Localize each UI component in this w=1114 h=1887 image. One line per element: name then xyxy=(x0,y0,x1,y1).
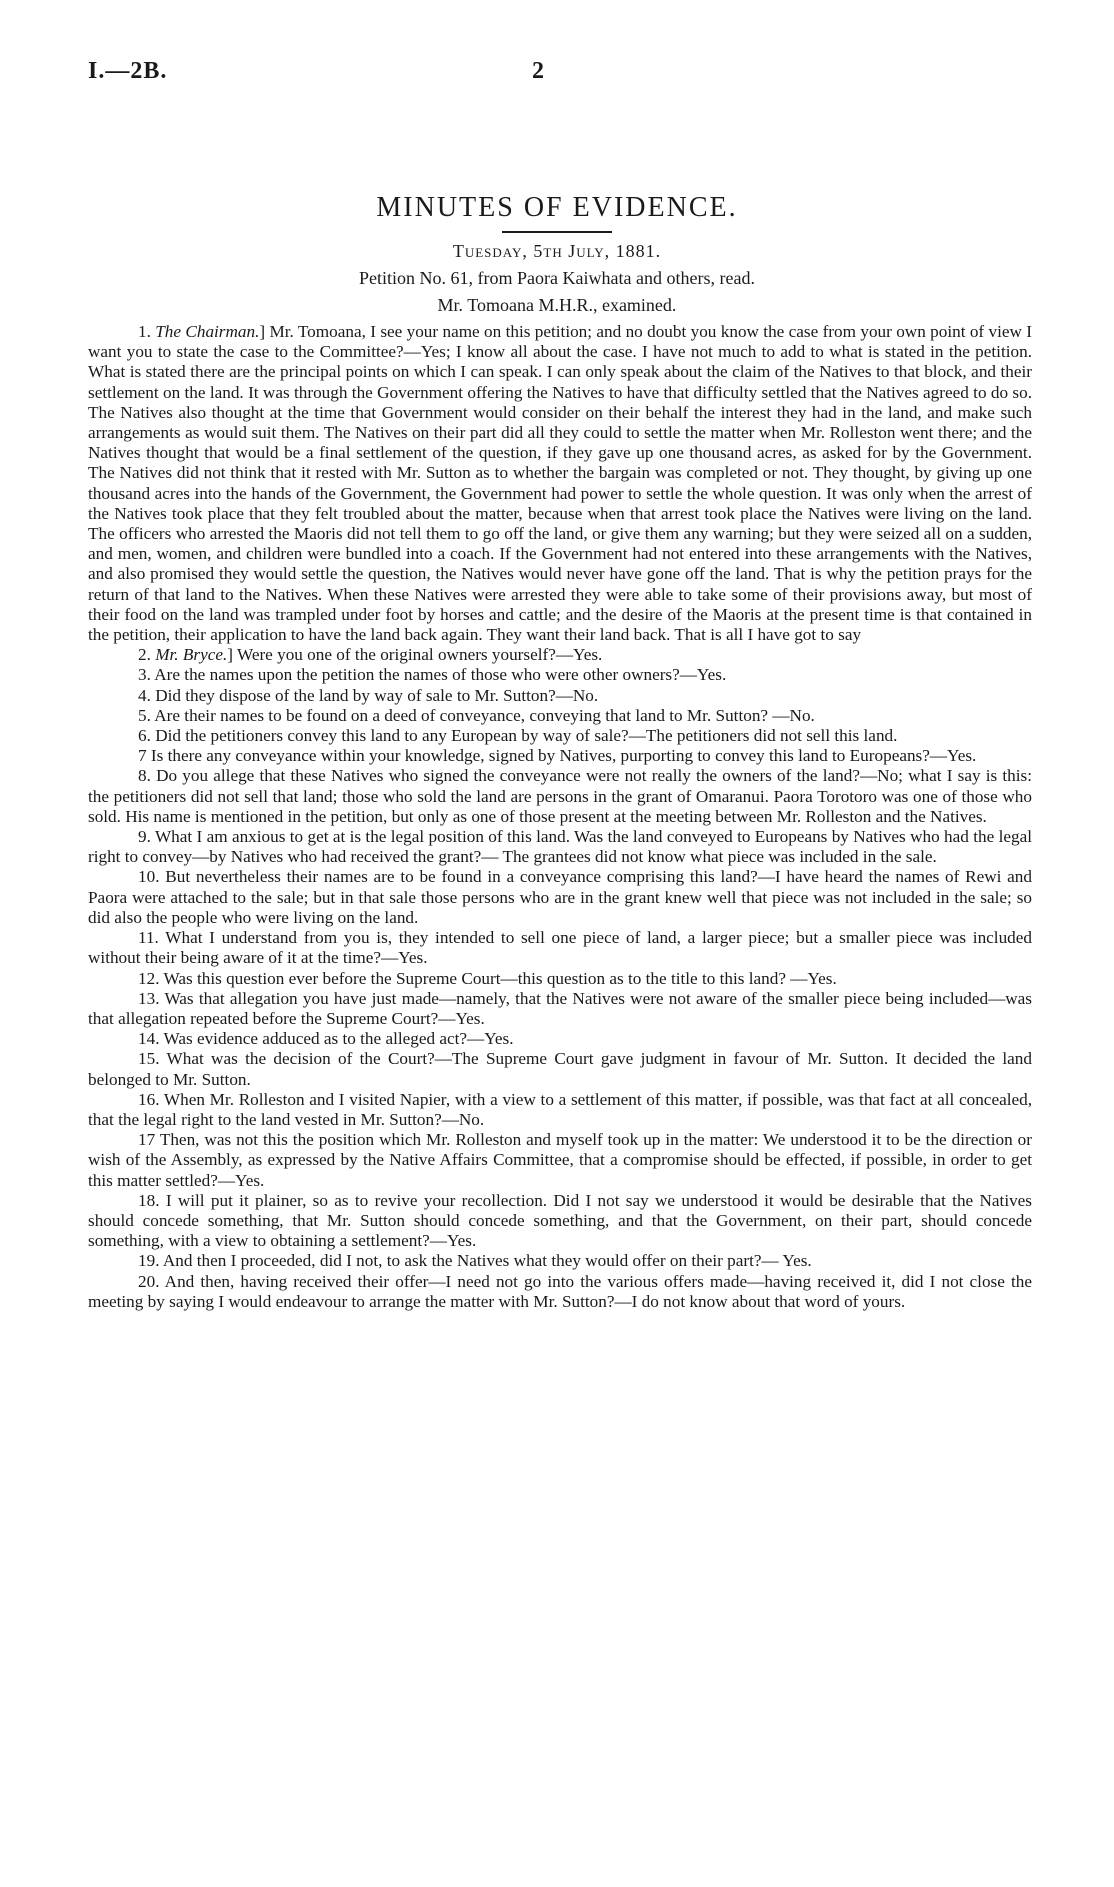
question-text: What I am anxious to get at is the legal position of this land. Was the land conveyed to Europeans by Natives who had the legal right to convey—by Natives who had received the grant?— The grantees did not know what piece was included in the sale. xyxy=(88,827,1032,867)
question-text: Was this question ever before the Supreme Court—this question as to the title to this land? —Yes. xyxy=(163,968,837,988)
evidence-paragraph xyxy=(88,969,1032,989)
question-number: 9. xyxy=(138,827,151,847)
question-text: Then, was not this the position which Mr. Rolleston and myself took up in the matter: We understood it to be the direction or wish of the Assembly, as expressed by the Native Affairs Committee, that a compromise should be effected, if possible, in order to get this matter settled?—Yes. xyxy=(88,1130,1032,1190)
witness-line: Mr. Tomoana M.H.R., examined. xyxy=(437,295,677,315)
evidence-paragraph: 2. Mr. Bryce.] Were you one of the original owners yourself?—Yes. xyxy=(138,645,603,665)
question-number: 17 xyxy=(138,1130,156,1150)
question-number: 12. xyxy=(138,968,160,988)
evidence-paragraph xyxy=(88,1272,1032,1312)
question-number: 7 xyxy=(138,746,147,766)
evidence-paragraph xyxy=(88,989,1032,1029)
question-number: 8. xyxy=(138,766,151,786)
evidence-paragraph xyxy=(88,1251,1032,1271)
question-text: Are their names to be found on a deed of conveyance, conveying that land to Mr. Sutton? —No. xyxy=(154,705,815,725)
question-number: 5. xyxy=(138,705,151,725)
evidence-paragraph xyxy=(88,1191,1032,1252)
question-number: 14. xyxy=(138,1029,160,1049)
question-text: Did the petitioners convey this land to any European by way of sale?—The petitioners did not sell this land. xyxy=(155,726,898,746)
question-text: Are the names upon the petition the names of those who were other owners?—Yes. xyxy=(154,665,727,685)
question-number: 16. xyxy=(138,1089,160,1109)
evidence-paragraph xyxy=(88,746,1032,766)
question-text: Was that allegation you have just made—namely, that the Natives were not aware of the smaller piece being included—was that allegation repeated before the Supreme Court?—Yes. xyxy=(88,988,1032,1028)
question-number: 15. xyxy=(138,1049,160,1069)
question-text: Did they dispose of the land by way of sale to Mr. Sutton?—No. xyxy=(155,685,599,705)
evidence-paragraph: 1. The Chairman.] Mr. Tomoana, I see your name on this petition; and no doubt you know the case from your own point of view I want you to state the case to the Committee?—Yes; I know all about the case. I have not much to add to what is stated in the petition. What is stated there are the principal points on which I can speak. I can only speak about the claim of the Natives to that block, and their settlement on the land. It was through the Government offering the Natives to have that difficulty settled that the Natives agreed to do so. The Natives also thought at the time that Government would consider on their behalf the interest they had in the land, and make such arrangements as would suit them. The Natives on their part did all they could to settle the matter when Mr. Rolleston went there; and the Natives thought that would be a final settlement of the question, if they gave up one thousand acres, as asked for by the Government. The Natives did not think that it rested with Mr. Sutton as to whether the bargain was completed or not. They thought, by giving up one thousand acres into the hands of the Government, the Government had power to settle the whole question. It was only when the arrest of the Natives took place that they felt troubled about the matter, because when that arrest took place the Natives were living on the land. The officers who arrested the Maoris did not tell them to go off the land, or give them any warning; but they were seized all on a sudden, and men, women, and children were bundled into a coach. If the Government had not entered into these arrangements with the Natives, and also promised they would settle the question, the Natives would never have gone off the land. That is why the petition prays for the return of that land to the Natives. When these Natives were arrested they were able to take some of their provisions away, but most of their food on the land was trampled under foot by horses and cattle; and the desire of the Maoris at the present time is that contained in the petition, their application to have the land back again. They want their land back. That is all I have got to say xyxy=(88,322,1032,645)
question-number: 6. xyxy=(138,726,151,746)
question-number: 1. xyxy=(138,322,151,341)
question-text: Was evidence adduced as to the alleged act?—Yes. xyxy=(163,1029,514,1049)
evidence-body xyxy=(88,322,1032,1312)
question-text: When Mr. Rolleston and I visited Napier, with a view to a settlement of this matter, if possible, was that fact at all concealed, that the legal right to the land vested in Mr. Sutton?—No. xyxy=(88,1089,1032,1129)
page-number: 2 xyxy=(532,58,544,84)
evidence-paragraph xyxy=(88,1029,1032,1049)
question-number: 18. xyxy=(138,1190,160,1210)
petition-line: Petition No. 61, from Paora Kaiwhata and others, read. xyxy=(359,268,755,288)
evidence-paragraph xyxy=(88,867,1032,928)
question-number: 3. xyxy=(138,665,151,685)
question-text: Were you one of the original owners yourself?—Yes. xyxy=(236,645,603,665)
evidence-paragraph xyxy=(88,1130,1032,1191)
question-text: Is there any conveyance within your knowledge, signed by Natives, purporting to convey this land to Europeans?—Yes. xyxy=(150,746,977,766)
evidence-paragraph xyxy=(88,1090,1032,1130)
speaker-name: Mr. Bryce. xyxy=(155,645,228,665)
question-number: 20. xyxy=(138,1271,160,1291)
speaker-name: The Chairman. xyxy=(155,322,260,341)
question-text: And then I proceeded, did I not, to ask the Natives what they would offer on their part?— Yes. xyxy=(162,1251,812,1271)
evidence-paragraph xyxy=(88,686,1032,706)
question-text: Mr. Tomoana, I see your name on this petition; and no doubt you know the case from your own point of view I want you to state the case to the Committee?—Yes; I know all about the case. I have not much to add to what is stated in the petition. What is stated there are the principal points on which I can speak. I can only speak about the claim of the Natives to that block, and their settlement on the land. It was through the Government offering the Natives to have that difficulty settled that the Natives agreed to do so. The Natives also thought at the time that Government would consider on their behalf the interest they had in the land, and make such arrangements as would suit them. The Natives on their part did all they could to settle the matter when Mr. Rolleston went there; and the Natives thought that would be a final settlement of the question, if they gave up one thousand acres, as asked for by the Government. The Natives did not think that it rested with Mr. Sutton as to whether the bargain was completed or not. They thought, by giving up one thousand acres into the hands of the Government, the Government had power to settle the whole question. It was only when the arrest of the Natives took place that they felt troubled about the matter, because when that arrest took place the Natives were living on the land. The officers who arrested the Maoris did not tell them to go off the land, or give them any warning; but they were seized all on a sudden, and men, women, and children were bundled into a coach. If the Government had not entered into these arrangements with the Natives, and also promised they would settle the question, the Natives would never have gone off the land. That is why the petition prays for the return of that land to the Natives. When these Natives were arrested they were able to take some of their provisions away, but most of their food on the land was trampled under foot by horses and cattle; and the desire of the Maoris at the present time is that contained in the petition, their application to have the land back again. They want their land back. That is all I have got to say xyxy=(88,322,1032,645)
evidence-paragraph xyxy=(88,1049,1032,1089)
evidence-paragraph xyxy=(88,665,1032,685)
question-number: 4. xyxy=(138,685,151,705)
question-text: What I understand from you is, they intended to sell one piece of land, a larger piece; but a smaller piece was included without their being aware of it at the time?—Yes. xyxy=(88,928,1032,968)
document-reference: I.—2B. xyxy=(88,58,168,84)
question-number: 2. xyxy=(138,645,151,665)
question-text: I will put it plainer, so as to revive your recollection. Did I not say we understood it would be desirable that the Natives should concede something, that Mr. Sutton should concede something, and that the Government, on their part, should concede something, with a view to obtaining a settlement?—Yes. xyxy=(88,1190,1032,1251)
question-number: 13. xyxy=(138,988,160,1008)
page-title: MINUTES OF EVIDENCE. xyxy=(376,192,738,223)
question-text: And then, having received their offer—I need not go into the various offers made—having received it, did I not close the meeting by saying I would endeavour to arrange the matter with Mr. Sutton?—I do not know about that word of yours. xyxy=(88,1271,1032,1311)
question-number: 10. xyxy=(138,867,160,887)
session-date: Tuesday, 5th July, 1881. xyxy=(452,241,662,261)
evidence-paragraph xyxy=(88,706,1032,726)
question-text: Do you allege that these Natives who signed the conveyance were not really the owners of the land?—No; what I say is this: the petitioners did not sell that land; those who sold the land are persons in the grant of Omaranui. Paora Torotoro was one of those who sold. His name is mentioned in the petition, but only as one of those present at the meeting between Mr. Rolleston and the Natives. xyxy=(88,766,1033,826)
title-underline xyxy=(502,231,612,233)
evidence-paragraph xyxy=(88,726,1032,746)
question-text: But nevertheless their names are to be found in a conveyance comprising this land?—I have heard the names of Rewi and Paora were attached to the sale; but in that sale those persons who are in the grant knew well that piece was not included in the sale; so did also the people who were living on the land. xyxy=(88,867,1032,927)
evidence-paragraph xyxy=(88,827,1032,867)
question-text: What was the decision of the Court?—The Supreme Court gave judgment in favour of Mr. Sutton. It decided the land belonged to Mr. Sutton. xyxy=(88,1049,1032,1089)
question-number: 19. xyxy=(138,1251,160,1271)
evidence-paragraph xyxy=(88,766,1032,827)
evidence-paragraph xyxy=(88,928,1032,968)
question-number: 11. xyxy=(138,928,159,948)
